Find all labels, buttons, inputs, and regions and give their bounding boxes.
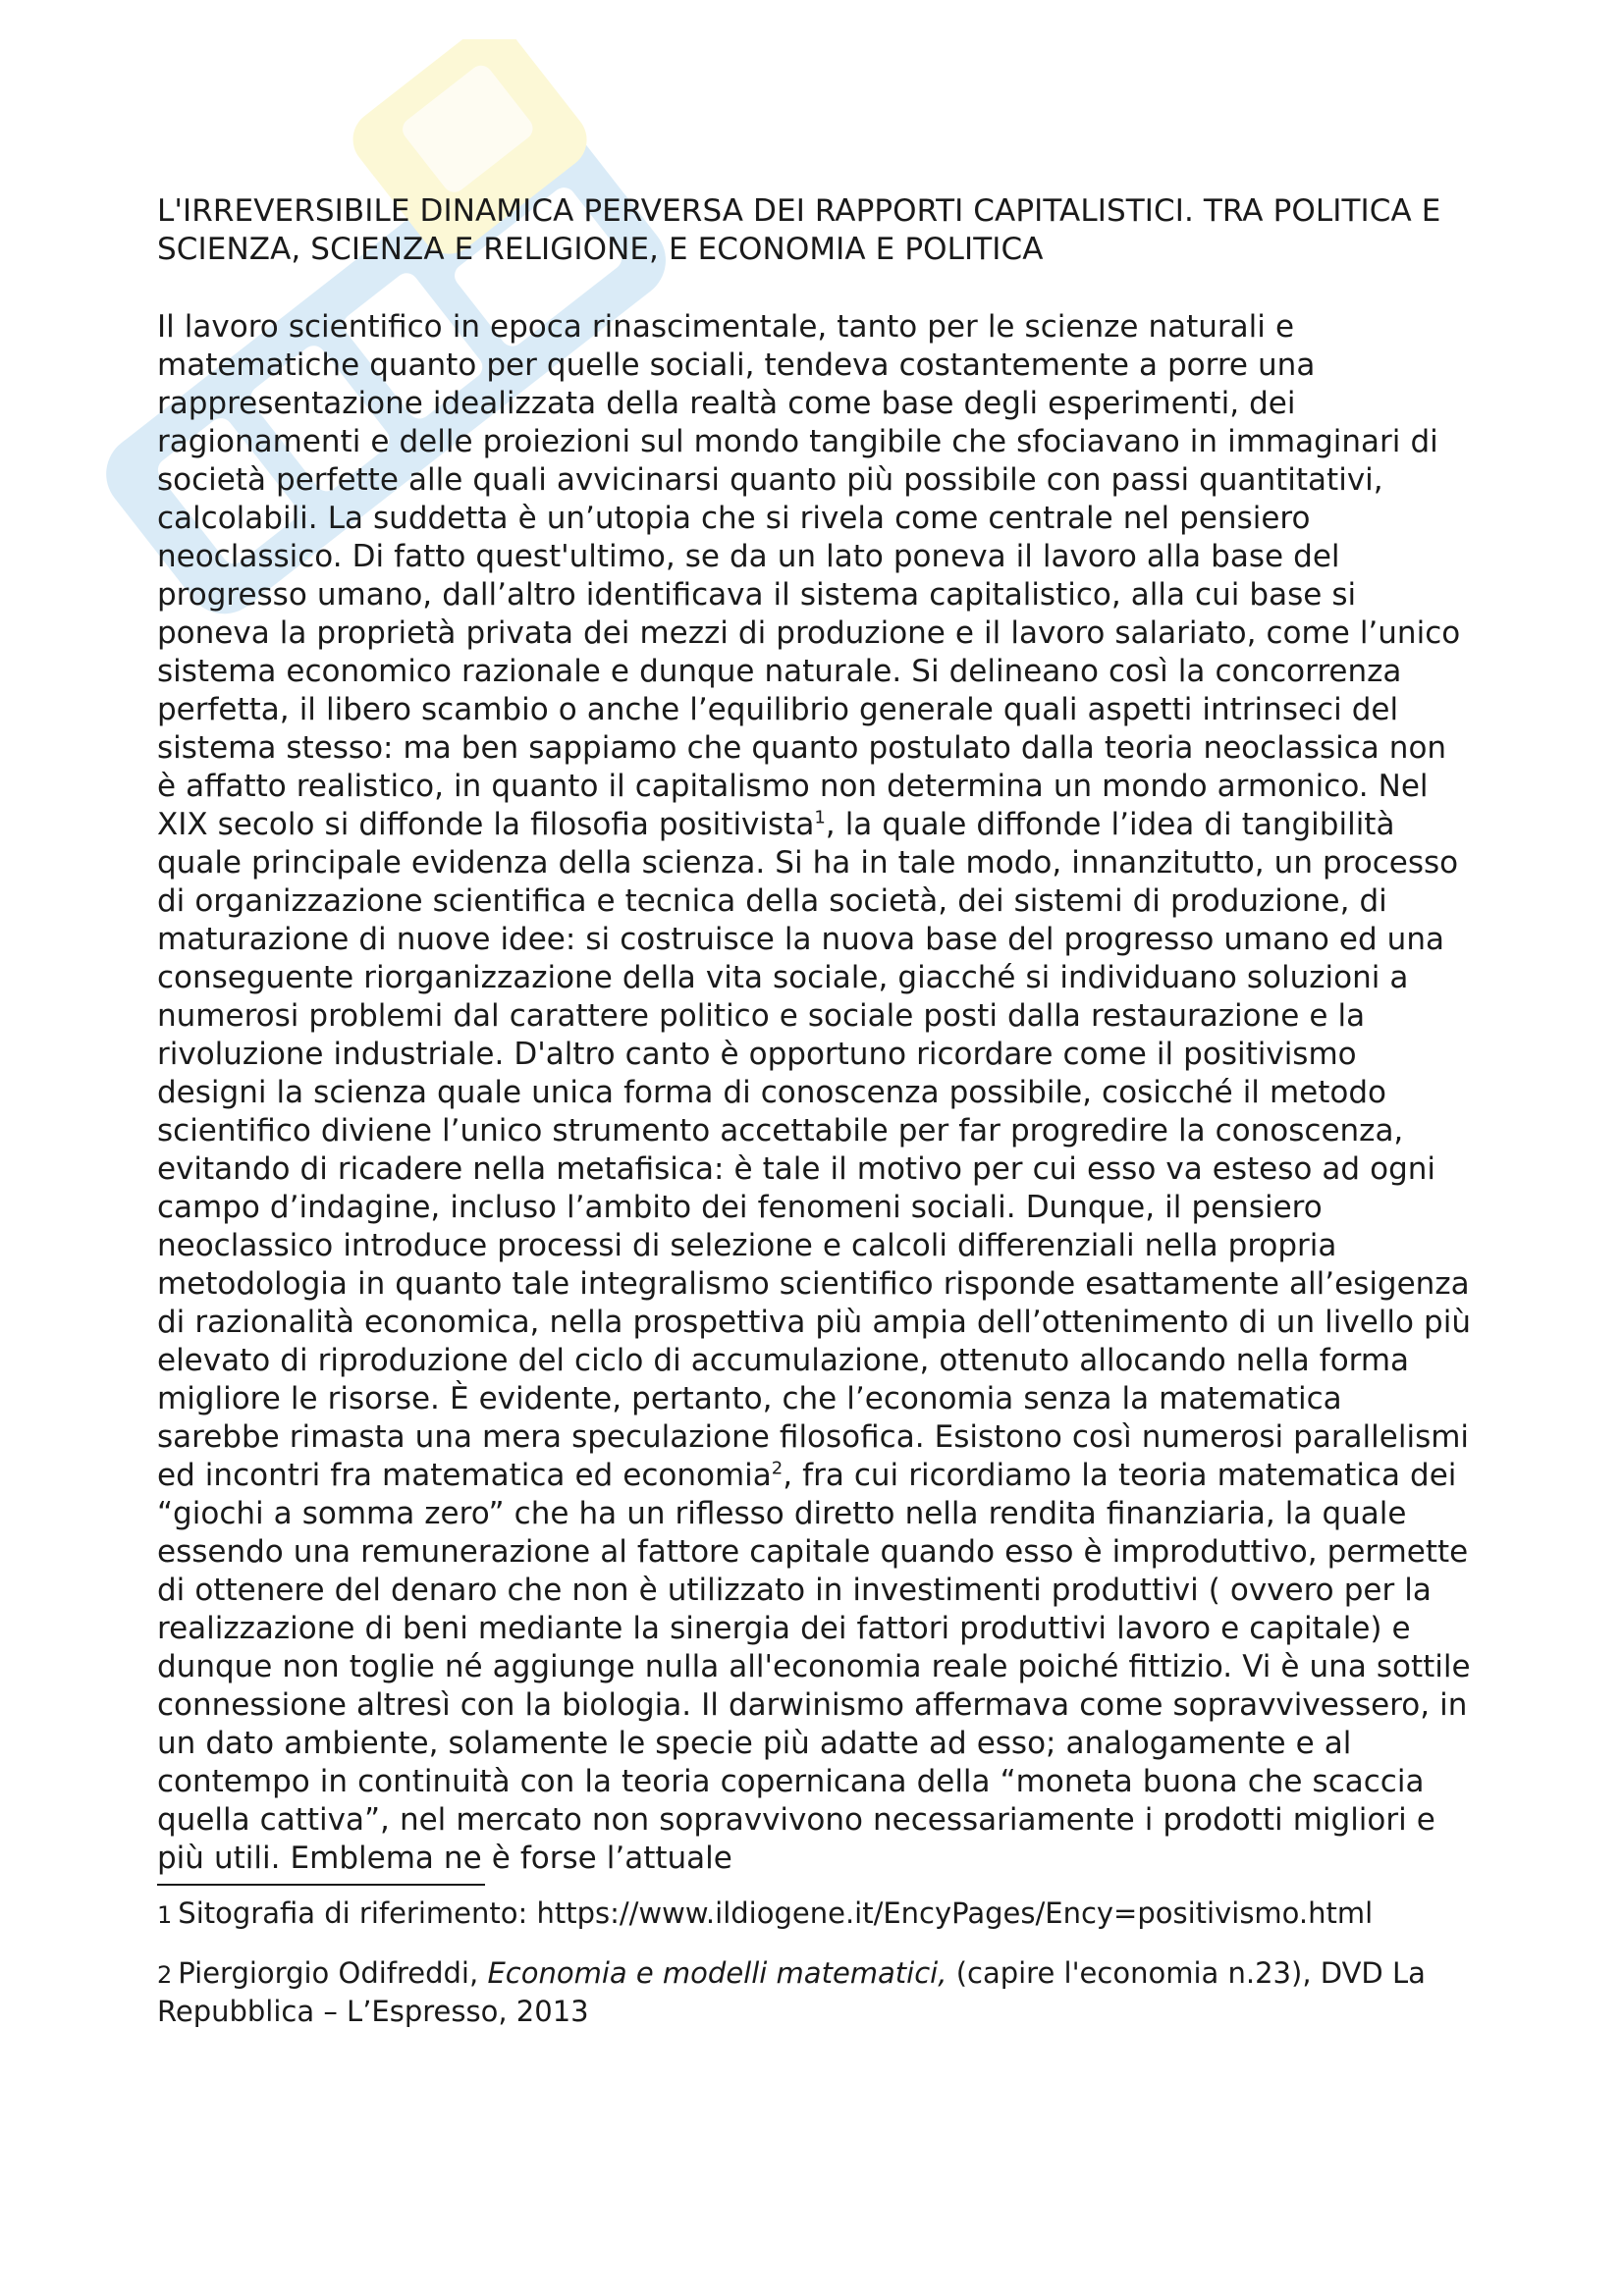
document-page <box>157 192 1473 2052</box>
footnote-text: Sitografia di riferimento: https://www.ildiogene.it/EncyPages/Ency=positivismo.html <box>178 1896 1374 1930</box>
footnote-2 <box>157 1955 1473 2030</box>
footnote-1 <box>157 1896 1473 1934</box>
body-text-part-2: , la quale diffonde l’idea di tangibilità quale principale evidenza della scienza. Si ha in tale modo, innanzitutto, un processo di organizzazione scientifica e tecnica della società, dei sistemi di produzione, di maturazione di nuove idee: si costruisce la nuova base del progresso umano ed una conseguente riorganizzazione della vita sociale, giacché si individuano soluzioni a numerosi problemi dal carattere politico e sociale posti dalla restaurazione e la rivoluzione industriale. D'altro canto è opportuno ricordare come il positivismo designi la scienza quale unica forma di conoscenza possibile, cosicché il metodo scientifico diviene l’unico strumento accettabile per far progredire la conoscenza, evitando di ricadere nella metafisica: è tale il motivo per cui esso va esteso ad ogni campo d’indagine, incluso l’ambito dei fenomeni sociali. Dunque, il pensiero neoclassico introduce processi di selezione e calcoli differenziali nella propria metodologia in quanto tale integralismo scientifico risponde esattamente all’esigenza di razionalità economica, nella prospettiva più ampia dell’ottenimento di un livello più elevato di riproduzione del ciclo di accumulazione, ottenuto allocando nella forma migliore le risorse. È evidente, pertanto, che l’economia senza la matematica sarebbe rimasta una mera speculazione filosofica. Esistono così numerosi parallelismi ed incontri fra matematica ed economia <box>157 807 1471 1493</box>
footnote-work-title: Economia e modelli matematici, <box>487 1956 947 1990</box>
footnote-number: 2 <box>157 1961 173 1989</box>
body-paragraph <box>157 308 1473 1878</box>
body-text-part-3: , fra cui ricordiamo la teoria matematica dei “giochi a somma zero” che ha un riflesso diretto nella rendita finanziaria, la quale essendo una remunerazione al fattore capitale quando esso è improduttivo, permette di ottenere del denaro che non è utilizzato in investimenti produttivi ( ovvero per la realizzazione di beni mediante la sinergia dei fattori produttivi lavoro e capitale) e dunque non toglie né aggiunge nulla all'economia reale poiché fittizio. Vi è una sottile connessione altresì con la biologia. Il darwinismo affermava come sopravvivessero, in un dato ambiente, solamente le specie più adatte ad esso; analogamente e al contempo in continuità con la teoria copernicana della “moneta buona che scaccia quella cattiva”, nel mercato non sopravvivono necessariamente i prodotti migliori e più utili. Emblema ne è forse l’attuale <box>157 1458 1471 1876</box>
footnote-publication-info: (capire l'economia n.23), DVD La Repubblica – L’Espresso, 2013 <box>157 1956 1426 2028</box>
document-title: L'IRREVERSIBILE DINAMICA PERVERSA DEI RAPPORTI CAPITALISTICI. TRA POLITICA E SCIENZA, SCIENZA E RELIGIONE, E ECONOMIA E POLITICA <box>157 193 1441 267</box>
footnote-reference-2[interactable]: 2 <box>771 1458 784 1479</box>
footnote-number: 1 <box>157 1901 173 1929</box>
body-text-part-1: Il lavoro scientifico in epoca rinascimentale, tanto per le scienze naturali e matematiche quanto per quelle sociali, tendeva costantemente a porre una rappresentazione idealizzata della realtà come base degli esperimenti, dei ragionamenti e delle proiezioni sul mondo tangibile che sfociavano in immaginari di società perfette alle quali avvicinarsi quanto più possibile con passi quantitativi, calcolabili. La suddetta è un’utopia che si rivela come centrale nel pensiero neoclassico. Di fatto quest'ultimo, se da un lato poneva il lavoro alla base del progresso umano, dall’altro identificava il sistema capitalistico, alla cui base si poneva la proprietà privata dei mezzi di produzione e il lavoro salariato, come l’unico sistema economico razionale e dunque naturale. Si delineano così la concorrenza perfetta, il libero scambio o anche l’equilibrio generale quali aspetti intrinseci del sistema stesso: ma ben sappiamo che quanto postulato dalla teoria neoclassica non è affatto realistico, in quanto il capitalismo non determina un mondo armonico. Nel XIX secolo si diffonde la filosofia positivista <box>157 309 1461 842</box>
footnote-separator <box>157 1884 485 1886</box>
footnote-reference-1[interactable]: 1 <box>814 807 826 828</box>
footnote-author: Piergiorgio Odifreddi, <box>178 1956 479 1990</box>
